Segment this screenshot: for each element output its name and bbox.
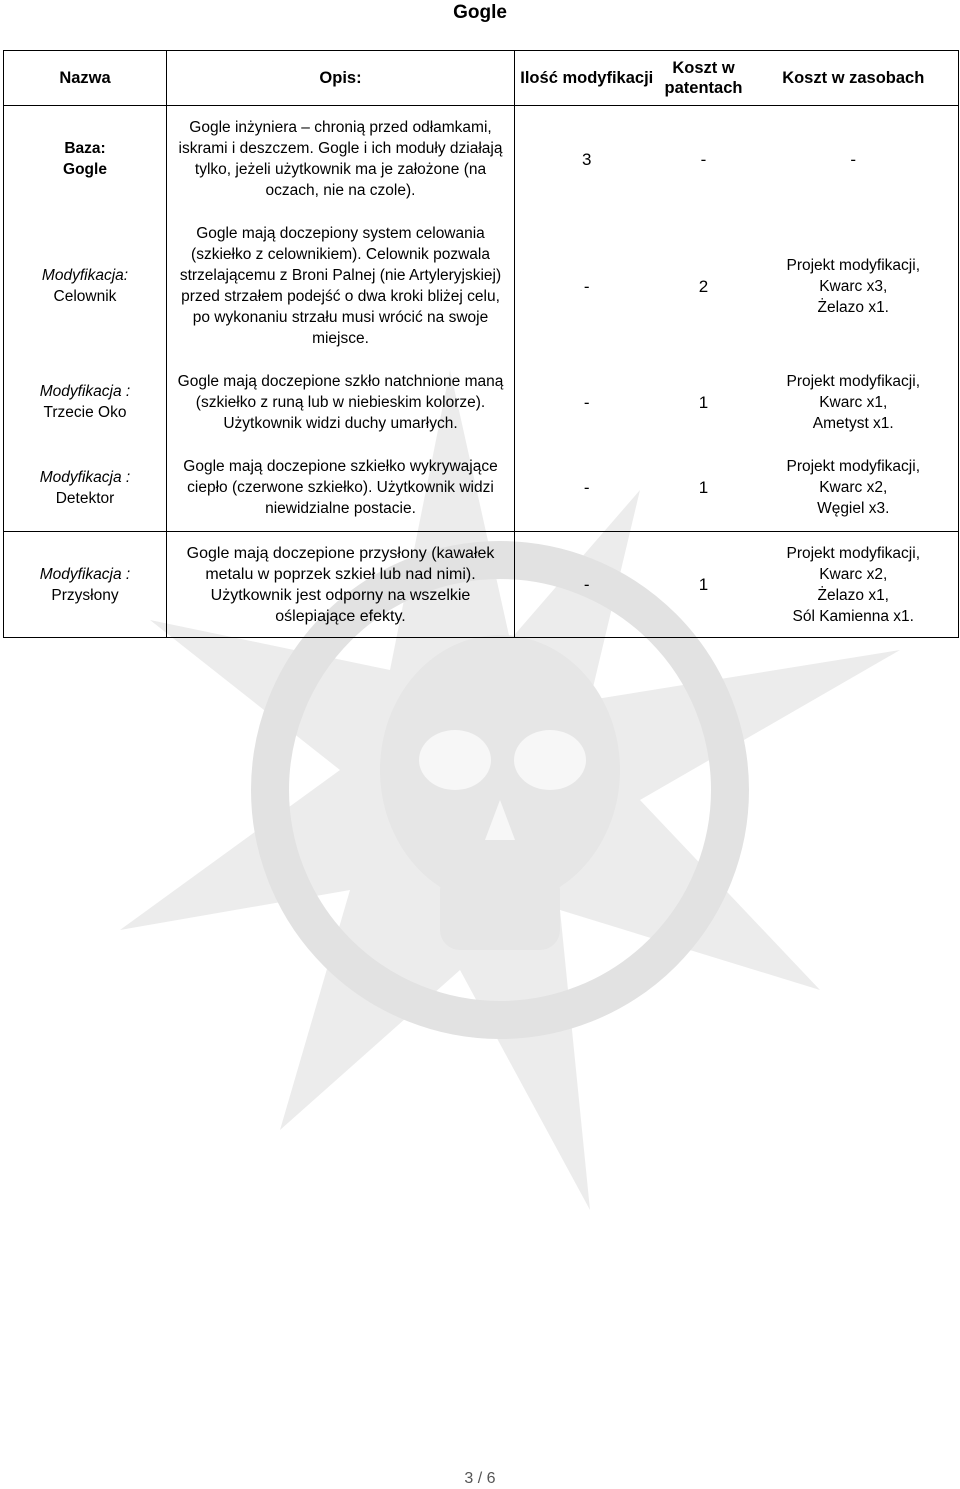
table-row-base (4, 106, 959, 213)
table-row-mod (4, 532, 959, 638)
name-cell (4, 445, 167, 532)
mod-count-cell: - (583, 478, 590, 498)
resource-cost-cell (749, 213, 959, 360)
mod-count-cell: - (583, 392, 590, 412)
base-label: Baza: (64, 140, 106, 158)
patent-cost-cell: - (659, 106, 749, 213)
patent-cost-cell: 1 (698, 392, 709, 412)
header-name: Nazwa (4, 51, 167, 106)
mod-label: Modyfikacja : (39, 383, 131, 400)
description-cell: Gogle mają doczepione szkiełko wykrywające ciepło (czerwone szkiełko). Użytkownik widzi niewidzialne postacie. (167, 445, 515, 532)
table-row-mod (4, 445, 959, 532)
resource-cost-cell: - (749, 106, 959, 213)
description-cell: Gogle mają doczepiony system celowania (szkiełko z celownikiem). Celownik pozwala strzelającemu z Broni Palnej (nie Artyleryjskiej) przed strzałem podejść o dwa kroki bliżej celu, po wykonaniu strzału musi wrócić na swoje miejsce. (167, 213, 515, 360)
resource-line: Kwarc x1, (819, 393, 888, 411)
resource-cost-cell (749, 445, 959, 532)
resource-line: Projekt modyfikacji, (786, 256, 920, 274)
patent-cost-cell: 1 (659, 532, 749, 638)
page-number: 3 / 6 (464, 1470, 496, 1487)
mod-count-cell: - (515, 532, 659, 638)
table-row-mod (4, 213, 959, 360)
header-patent-cost: Koszt w patentach (659, 51, 749, 106)
mod-name: Detektor (55, 489, 115, 507)
header-resource-cost: Koszt w zasobach (749, 51, 959, 106)
name-cell (4, 106, 167, 213)
name-cell (4, 213, 167, 360)
resource-line: Projekt modyfikacji, (786, 544, 920, 562)
patent-cost-cell: 2 (698, 276, 709, 296)
table-header-row (4, 51, 959, 106)
resource-line: Kwarc x3, (819, 277, 888, 295)
description-cell: Gogle mają doczepione szkło natchnione maną (szkiełko z runą lub w niebieskim kolorze). Użytkownik widzi duchy umarłych. (167, 360, 515, 445)
resource-line: Kwarc x2, (819, 565, 888, 583)
resource-line: Kwarc x2, (819, 479, 888, 497)
resource-cost-cell (749, 360, 959, 445)
description-cell: Gogle mają doczepione przysłony (kawałek metalu w poprzek szkieł lub nad nimi). Użytkownik jest odporny na wszelkie oślepiające efekty. (167, 532, 515, 638)
goggles-table (3, 50, 959, 638)
resource-line: Węgiel x3. (817, 500, 890, 518)
mod-label: Modyfikacja : (39, 468, 131, 486)
resource-line: Ametyst x1. (812, 414, 894, 432)
resource-cost-cell (749, 532, 959, 638)
mod-name: Trzecie Oko (43, 404, 127, 421)
mod-label: Modyfikacja: (41, 267, 129, 284)
header-mod-count: Ilość modyfikacji (515, 51, 659, 106)
base-name: Gogle (63, 161, 107, 179)
name-cell (4, 360, 167, 445)
resource-line: Żelazo x1, (817, 586, 889, 604)
mod-label: Modyfikacja : (39, 565, 131, 583)
mod-count-cell: 3 (515, 106, 659, 213)
page-title: Gogle (453, 2, 507, 23)
mod-name: Przysłony (51, 586, 119, 604)
resource-line: Projekt modyfikacji, (786, 372, 920, 390)
mod-name: Celownik (53, 288, 117, 305)
name-cell (4, 532, 167, 638)
mod-count-cell: - (583, 276, 590, 296)
table-row-mod (4, 360, 959, 445)
description-cell: Gogle inżyniera – chronią przed odłamkami, iskrami i deszczem. Gogle i ich moduły działają tylko, jeżeli użytkownik ma je założone (na oczach, nie na czole). (167, 106, 515, 213)
resource-line: Projekt modyfikacji, (786, 458, 920, 476)
header-description: Opis: (167, 51, 515, 106)
patent-cost-cell: 1 (698, 478, 709, 498)
resource-line: Sól Kamienna x1. (792, 607, 914, 625)
resource-line: Żelazo x1. (817, 298, 889, 316)
